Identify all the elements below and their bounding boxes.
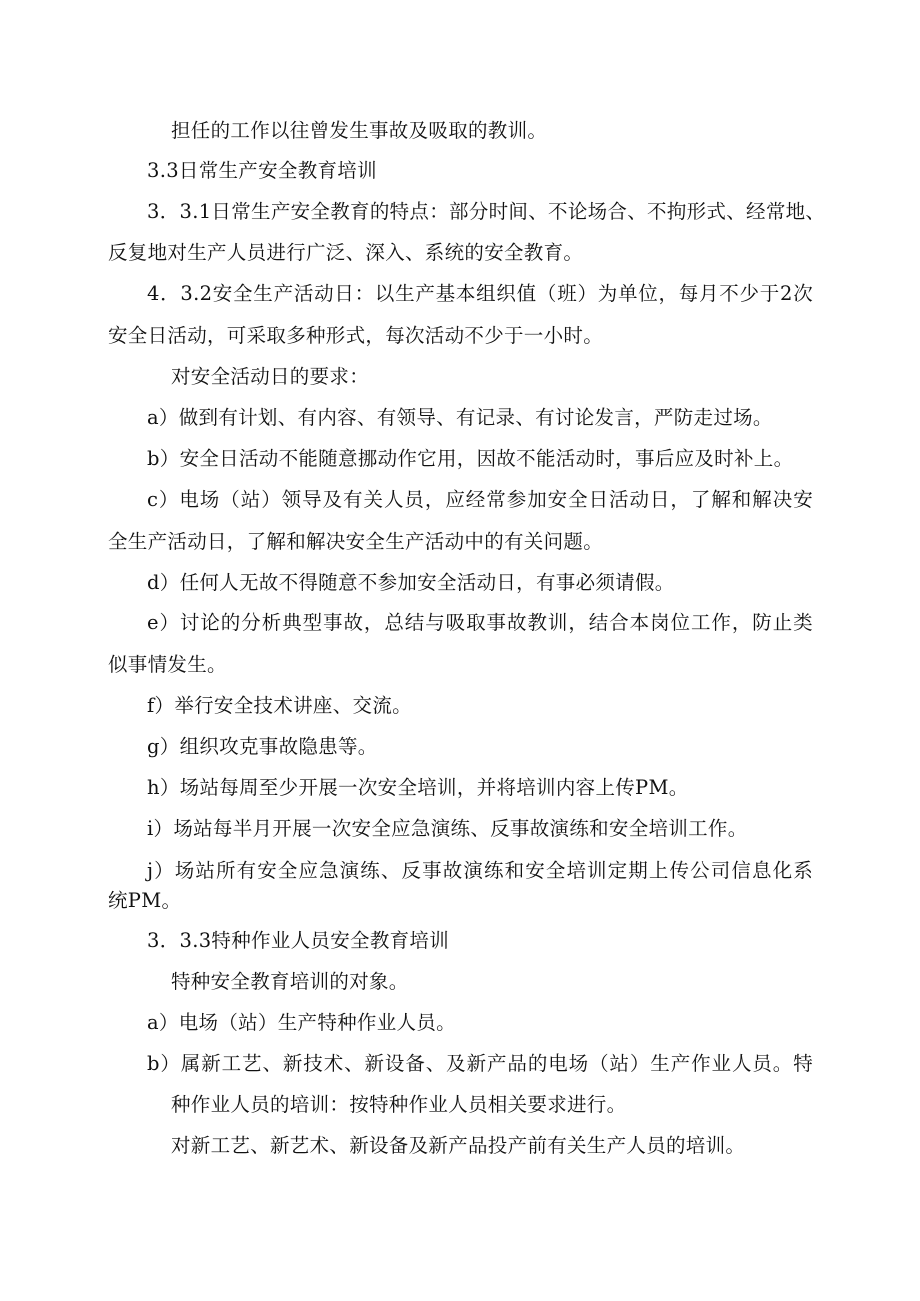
list-item-d: d）任何人无故不得随意不参加安全活动日，有事必须请假。 <box>147 571 675 594</box>
subheading-requirements: 对安全活动日的要求： <box>171 365 370 388</box>
list-item-i: i）场站每半月开展一次安全应急演练、反事故演练和安全培训工作。 <box>147 817 748 840</box>
list-item-e-cont: 似事情发生。 <box>108 653 227 676</box>
text-line-3: 3．3.1日常生产安全教育的特点：部分时间、不论场合、不拘形式、经常地、 <box>147 200 826 223</box>
list-item-g: g）组织攻克事故隐患等。 <box>147 735 378 758</box>
list-item-b2: b）属新工艺、新技术、新设备、及新产品的电场（站）生产作业人员。特 <box>147 1052 813 1075</box>
text-line-1: 担任的工作以往曾发生事故及吸取的教训。 <box>171 119 548 142</box>
list-item-j: j）场站所有安全应急演练、反事故演练和安全培训定期上传公司信息化系 <box>147 859 813 882</box>
list-item-j-cont: 统PM。 <box>108 889 182 912</box>
list-item-a: a）做到有计划、有内容、有领导、有记录、有讨论发言，严防走过场。 <box>147 406 773 429</box>
section-heading-3-3: 3.3日常生产安全教育培训 <box>147 159 377 182</box>
text-line-4: 反复地对生产人员进行广泛、深入、系统的安全教育。 <box>108 241 584 264</box>
text-line-5: 4．3.2安全生产活动日：以生产基本组织值（班）为单位，每月不少于2次 <box>147 282 813 305</box>
text-line-training-targets: 特种安全教育培训的对象。 <box>171 970 409 993</box>
text-line-last: 对新工艺、新艺术、新设备及新产品投产前有关生产人员的培训。 <box>171 1134 746 1157</box>
list-item-b2-cont: 种作业人员的培训：按特种作业人员相关要求进行。 <box>171 1093 627 1116</box>
list-item-c: c）电场（站）领导及有关人员，应经常参加安全日活动日，了解和解决安 <box>147 488 813 511</box>
section-heading-3-3-3: 3．3.3特种作业人员安全教育培训 <box>147 929 450 952</box>
list-item-f: f）举行安全技术讲座、交流。 <box>147 694 412 717</box>
list-item-a2: a）电场（站）生产特种作业人员。 <box>147 1011 456 1034</box>
list-item-h: h）场站每周至少开展一次安全培训，并将培训内容上传PM。 <box>147 776 689 799</box>
text-line-6: 安全日活动，可采取多种形式，每次活动不少于一小时。 <box>108 324 604 347</box>
list-item-b: b）安全日活动不能随意挪动作它用，因故不能活动时，事后应及时补上。 <box>147 447 794 470</box>
list-item-e: e）讨论的分析典型事故，总结与吸取事故教训，结合本岗位工作，防止类 <box>147 611 813 634</box>
list-item-c-cont: 全生产活动日，了解和解决安全生产活动中的有关问题。 <box>108 530 604 553</box>
